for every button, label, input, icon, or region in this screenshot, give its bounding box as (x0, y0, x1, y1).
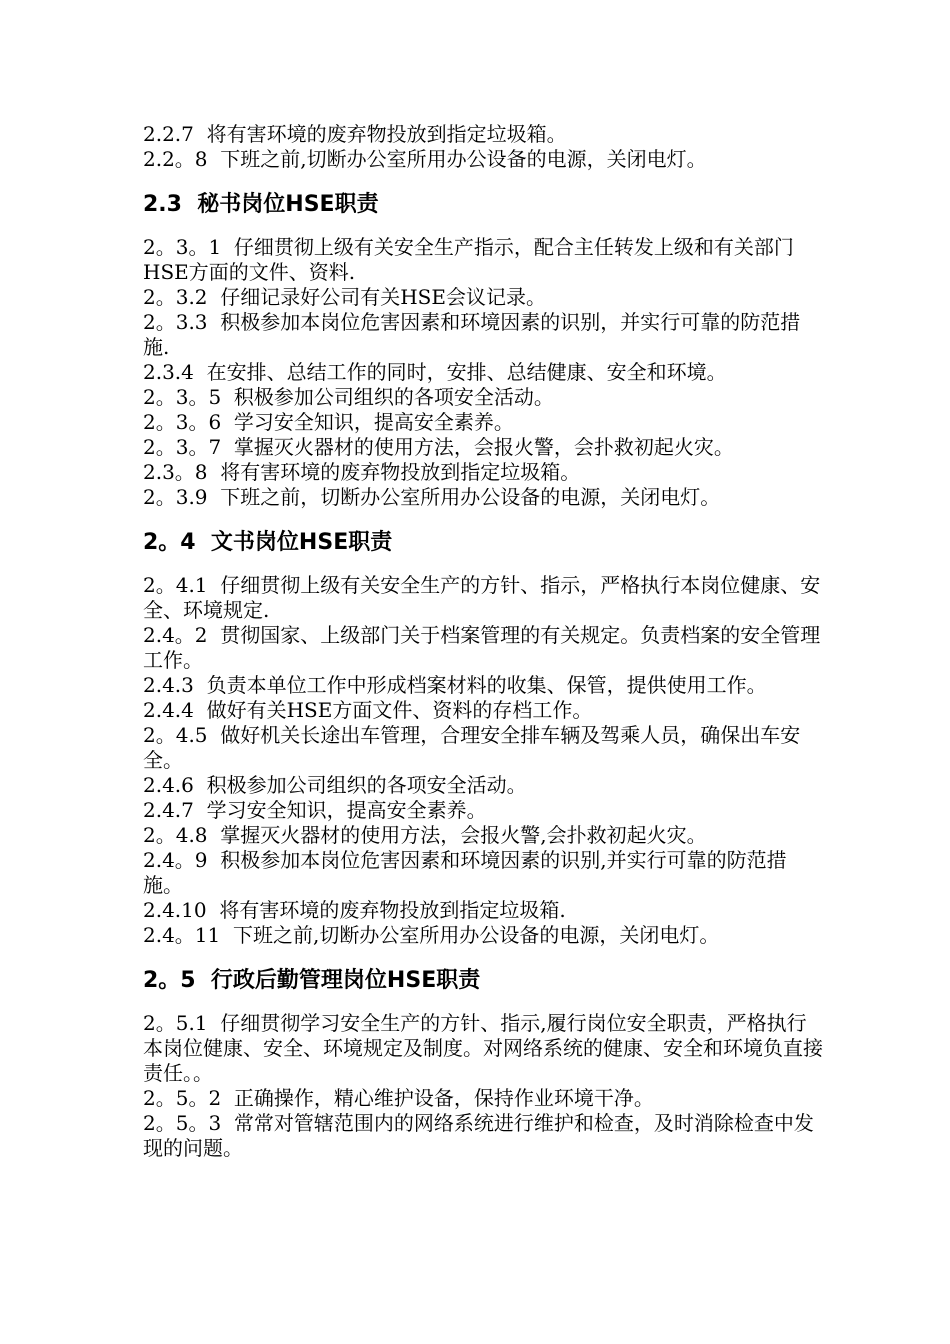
clause-2-3-7: 2。3。7 掌握灭火器材的使用方法，会报火警，会扑救初起火灾。 (143, 435, 734, 459)
section-2-2 (143, 122, 823, 172)
clause-2-4-8: 2。4.8 掌握灭火器材的使用方法，会报火警,会扑救初起火灾。 (143, 823, 707, 847)
clause-2-4-1: 2。4.1 仔细贯彻上级有关安全生产的方针、指示，严格执行本岗位健康、安全、环境规定. (143, 573, 821, 622)
clause-2-3-9: 2。3.9 下班之前，切断办公室所用办公设备的电源，关闭电灯。 (143, 485, 721, 509)
section-2-4 (143, 528, 823, 948)
clause-2-3-8: 2.3。8 将有害环境的废弃物投放到指定垃圾箱。 (143, 460, 581, 484)
clause-2-3-5: 2。3。5 积极参加公司组织的各项安全活动。 (143, 385, 554, 409)
clause-2-2-7: 2.2.7 将有害环境的废弃物投放到指定垃圾箱。 (143, 122, 567, 146)
clause-2-3-4: 2.3.4 在安排、总结工作的同时，安排、总结健康、安全和环境。 (143, 360, 727, 384)
clause-2-4-11: 2.4。11 下班之前,切断办公室所用办公设备的电源，关闭电灯。 (143, 923, 720, 947)
clause-2-5-1: 2。5.1 仔细贯彻学习安全生产的方针、指示,履行岗位安全职责，严格执行本岗位健康、安全、环境规定及制度。对网络系统的健康、安全和环境负直接责任。。 (143, 1011, 823, 1085)
section-heading-2-3: 2.3 秘书岗位HSE职责 (143, 192, 379, 217)
clause-2-4-2: 2.4。2 贯彻国家、上级部门关于档案管理的有关规定。负责档案的安全管理工作。 (143, 623, 821, 672)
clause-2-5-2: 2。5。2 正确操作，精心维护设备，保持作业环境干净。 (143, 1086, 654, 1110)
document-body (143, 122, 823, 1161)
clause-2-4-3: 2.4.3 负责本单位工作中形成档案材料的收集、保管，提供使用工作。 (143, 673, 767, 697)
clause-2-4-6: 2.4.6 积极参加公司组织的各项安全活动。 (143, 773, 527, 797)
section-heading-2-5: 2。5 行政后勤管理岗位HSE职责 (143, 968, 481, 993)
clause-2-4-5: 2。4.5 做好机关长途出车管理，合理安全排车辆及驾乘人员，确保出车安全。 (143, 723, 801, 772)
section-heading-2-4: 2。4 文书岗位HSE职责 (143, 530, 393, 555)
clause-2-3-3: 2。3.3 积极参加本岗位危害因素和环境因素的识别，并实行可靠的防范措施. (143, 310, 801, 359)
clause-2-2-8: 2.2。8 下班之前,切断办公室所用办公设备的电源，关闭电灯。 (143, 147, 707, 171)
section-2-3 (143, 190, 823, 510)
clause-2-5-3: 2。5。3 常常对管辖范围内的网络系统进行维护和检查，及时消除检查中发现的问题。 (143, 1111, 814, 1160)
clause-2-3-6: 2。3。6 学习安全知识，提高安全素养。 (143, 410, 514, 434)
clause-2-3-1: 2。3。1 仔细贯彻上级有关安全生产指示，配合主任转发上级和有关部门HSE方面的文件、资料. (143, 235, 794, 284)
section-2-5 (143, 966, 823, 1161)
clause-2-3-2: 2。3.2 仔细记录好公司有关HSE会议记录。 (143, 285, 546, 309)
clause-2-4-7: 2.4.7 学习安全知识，提高安全素养。 (143, 798, 487, 822)
clause-2-4-4: 2.4.4 做好有关HSE方面文件、资料的存档工作。 (143, 698, 593, 722)
clause-2-4-10: 2.4.10 将有害环境的废弃物投放到指定垃圾箱. (143, 898, 566, 922)
clause-2-4-9: 2.4。9 积极参加本岗位危害因素和环境因素的识别,并实行可靠的防范措施。 (143, 848, 787, 897)
